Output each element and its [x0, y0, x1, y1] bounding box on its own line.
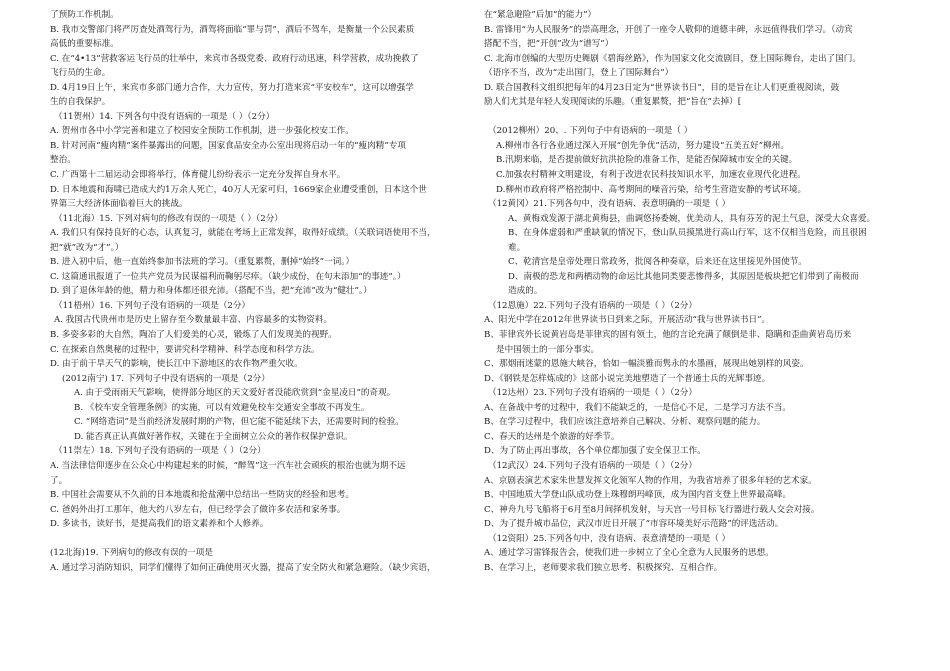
text-line: D. 多读书，读好书，是提高我们的语文素养和个人修养。 [50, 519, 269, 530]
text-line: 把“就”改为“才”。） [50, 242, 124, 253]
text-line: 了预防工作机制。 [50, 10, 119, 20]
text-line: A. 我国古代贵州市是历史上留存至今数量最丰富、内容最多的实物资料。 [54, 315, 333, 326]
text-line: （11梧州）16. 下列句子没有语病的一项是（2分） [54, 300, 251, 311]
text-line: A. 贺州市各中小学完善和建立了校园安全预防工作机制，进一步强化校安工作。 [50, 126, 354, 137]
text-line: （12黄冈）21.下列各句中，没有语病、表意明确的一项是（ ） [488, 199, 731, 210]
text-line: D、为了防止再出事故，各个单位都加强了安全保卫工作。 [484, 446, 706, 457]
text-line: A、黄梅戏发源于湖北黄梅县，曲调悠扬委婉，优美动人，具有芬芳的泥土气息，深受大众喜爱。 [508, 213, 876, 224]
text-line: C、神舟九号飞船将于6月至8月间择机发射，与天宫一号目标飞行器进行载人交会对接。 [484, 504, 820, 515]
text-line: D. 到了退休年龄的他，精力和身体都还很充沛。（搭配不当，把“充沛”改为“健壮”。） [50, 286, 372, 297]
text-line: C. 广西第十二届运动会即将举行，体育健儿纷纷表示一定充分发挥自身水平。 [50, 170, 346, 181]
text-line: D. 联合国教科文组织把每年的4月23日定为“世界读书日”，目的是旨在让人们更重视阅读，鼓 [484, 82, 840, 93]
text-line: C. 这篇通讯报道了一位共产党员为民谋福利而鞠躬尽瘁。（缺少成份，在句末添加“的事迹”。） [50, 271, 406, 282]
text-line: B、菲律宾外长说黄岩岛是菲律宾的固有领土，他的言论充满了颠倒是非、隐瞒和歪曲黄岩岛历来 [484, 330, 852, 341]
text-line: （2012柳州）20、. 下列句子中有语病的一项是（ ） [488, 126, 693, 137]
text-line: B、中国地质大学登山队成功登上珠穆朗玛峰顶，成为国内首支登上世界最高峰。 [484, 490, 792, 501]
text-line: 高低的重要标准。 [50, 39, 119, 50]
blank-line [50, 532, 468, 547]
text-line: B. 中国社会需要从不久前的日本地震和抢盐潮中总结出一些防灾的经验和思考。 [50, 490, 354, 501]
text-line: B、在学习上，老师要求我们独立思考、积极探究、互相合作。 [484, 562, 723, 573]
text-line: C. “网络造词”是当前经济发展时期的产物，但它能不能延续下去，还需要时间的检验。 [74, 417, 404, 428]
text-line: D. 由于前干旱天气的影响，使长江中下游地区的农作物严重欠收。 [50, 359, 303, 370]
text-line: 搭配不当，把“开创”改为“谱写”） [484, 39, 614, 50]
text-line: A. 由于受雨雨天气影响，使得部分地区的天文爱好者没能欣赏到“金星凌日”的奇观。 [74, 388, 396, 399]
text-line: （11北海）15. 下列对病句的修改有误的一项是（ ）（2分） [54, 213, 283, 224]
text-line: 整治。 [50, 155, 76, 166]
text-line: B. 《校车安全管理条例》的实施，可以有效避免校车交通安全事故不再发生。 [74, 402, 370, 413]
text-line: C、那烟雨迷蒙的恩施大峡谷，恰如一幅淡雅而隽永的水墨画，展现出她别样的风姿。 [484, 359, 809, 370]
text-line: A、通过学习雷锋报告会，使我们进一步树立了全心全意为人民服务的思想。 [484, 548, 774, 559]
text-line: A、阳光中学在2012年世界读书日到来之际，开展活动“我与世界读书日”。 [484, 315, 771, 326]
text-line: 飞行员的生命。 [50, 68, 111, 79]
text-line: B. 我市交警部门将严厉查处酒驾行为，酒驾将面临“罪与罚”，酒后不驾车，是衡量一个公民素质 [50, 24, 415, 35]
text-line: B. 多姿多彩的大自然，陶冶了人们爱美的心灵，锻炼了人们发现美的视野。 [50, 330, 337, 341]
text-line: 了。 [50, 475, 68, 486]
text-line: A. 当法律信仰逐步在公众心中构建起来的时候，“醉驾”这一汽车社会顽疾的根治也就为期不远 [50, 460, 406, 471]
text-line: D、为了提升城市品位，武汉市近日开展了“市容环境美好示范路”的评选活动。 [484, 519, 784, 530]
text-line: D、《钢铁是怎样炼成的》这部小说完美地塑造了一个普通士兵的光辉事迹。 [484, 373, 771, 384]
text-line: 励人们尤其是年轻人发现阅读的乐趣。（重复累赘，把“旨在”去掉）[ [484, 97, 742, 108]
text-line: A、在备战中考的过程中，我们不能缺乏的，一是信心不足，二是学习方法不当。 [484, 402, 791, 413]
text-line: D. 能否真正认真做好著作权，关键在于全面树立公众的著作权保护意识。 [74, 431, 353, 442]
text-line: B. 针对河南“瘦肉精”案件暴露出的问题，国家食品安全办公室出现将启动一年的“瘦肉精”专项 [50, 140, 406, 151]
text-line: C、乾清宫是皇帝处理日常政务，批阅各种奏章，后来还在这里接见外国使节。 [508, 257, 807, 268]
text-line: (2012南宁) 17. 下列句子中没有语病的一项是（2分） [62, 373, 270, 384]
text-line: （12武汉）24.下列句子没有语病的一项是（ ）（2分） [488, 460, 697, 471]
text-line: B、在身体虚弱和严重缺氧的情况下，登山队员摸黑进行高山行军，这不仅相当危险，而且很困 [508, 228, 867, 239]
text-line: 在“紧急避险”后加“的能力”） [484, 10, 597, 20]
text-line: （12恩施）22.下列句子没有语病的一项是（ ）（2分） [488, 300, 697, 311]
blank-line [484, 110, 918, 125]
text-line: C. 在探索自然奥秘的过程中，要讲究科学精神、科学态度和科学方法。 [50, 344, 320, 355]
text-line: C. 北海市创编的大型历史舞剧《碧海丝路》，作为国家文化交流剧目，登上国际舞台，走出了国门。 [484, 53, 861, 64]
text-line: B. 雷锋用“为人民服务”的崇高理念，开创了一座令人敬仰的道德丰碑，永远值得我们学习。（动宾 [484, 24, 853, 35]
right-column [484, 8, 918, 575]
text-line: B、在学习过程中，我们应该注意培养自己解决、分析、观察问题的能力。 [484, 417, 766, 428]
text-line: A. 通过学习消防知识，同学们懂得了如何正确使用灭火器，提高了安全防火和紧急避险。（缺少宾语， [50, 562, 436, 573]
text-line: （11贺州）14. 下列各句中没有语病的一项是（ ）（2分） [54, 111, 275, 122]
text-line: B.汛期来临，是否提前做好抗洪抢险的准备工作，是能否保障城市安全的关键。 [496, 155, 798, 166]
left-column [50, 8, 468, 575]
text-line: C、春天的达州是个旅游的好季节。 [484, 431, 620, 442]
text-line: 生的自我保护。 [50, 97, 111, 108]
text-line: D. 日本地震和海啸已造成大约1万余人死亡，40万人无家可归，1669家企业遭受重创，日本这个世 [50, 184, 427, 195]
text-line: (12北海)19. 下列病句的修改有误的一项是 [50, 548, 213, 559]
text-line: D、南极的恐龙和两栖动物的命运比其他同类要悲惨得多，其原因是板块把它们带到了南极而 [508, 271, 859, 282]
text-line: A、京剧表演艺术家朱世慧发挥文化领军人物的作用，为我省培养了很多年轻的艺术家。 [484, 475, 817, 486]
text-line: 界第三大经济体面临着巨大的挑战。 [50, 199, 188, 210]
text-line: D. 4月19日上午，来宾市多部门通力合作，大力宣传，努力打造来宾“平安校车”，这可以增强学 [50, 82, 414, 93]
text-line: C.加强农村精神文明建设，有利于改进农民科技知识水平，加速农业现代化进程。 [496, 170, 806, 181]
text-line: 是中国领土的一部分事实。 [496, 344, 600, 355]
text-line: B. 进入初中后，他一直始终参加书法班的学习。（重复累赘，删掉“始终”一词。） [50, 257, 355, 268]
text-line: A.柳州市各行各业通过深入开展“创先争优”活动，努力建设“五美五好”柳州。 [496, 140, 789, 151]
text-line: A. 我们只有保持良好的心态，认真复习，就能在考场上正常发挥，取得好成绩。（关联词语使用不当， [50, 228, 436, 239]
text-line: （语序不当，改为“走出国门，登上了国际舞台”） [484, 68, 674, 79]
text-line: 难。 [508, 242, 526, 253]
text-line: 造成的。 [508, 286, 543, 297]
text-line: （12资阳）25.下列各句中，没有语病、表意清楚的一项是（ ） [488, 533, 731, 544]
text-line: D.柳州市政府将严格控制中、高考期间的噪音污染，给考生营造安静的考试环境。 [496, 184, 807, 195]
text-line: C. 爸妈外出打工那年，他大约八岁左右，但已经学会了做许多农活和家务事。 [50, 504, 346, 515]
text-line: C. 在“4•13”营救客运飞行员的壮举中，来宾市各级党委、政府行动迅速，科学营救，成功挽救了 [50, 53, 419, 64]
text-line: （12达州）23.下列句子没有语病的一项是（ ）（2分） [488, 388, 697, 399]
text-line: （11崇左）18. 下列句子没有语病的一项是（ ）（2分） [54, 446, 266, 457]
